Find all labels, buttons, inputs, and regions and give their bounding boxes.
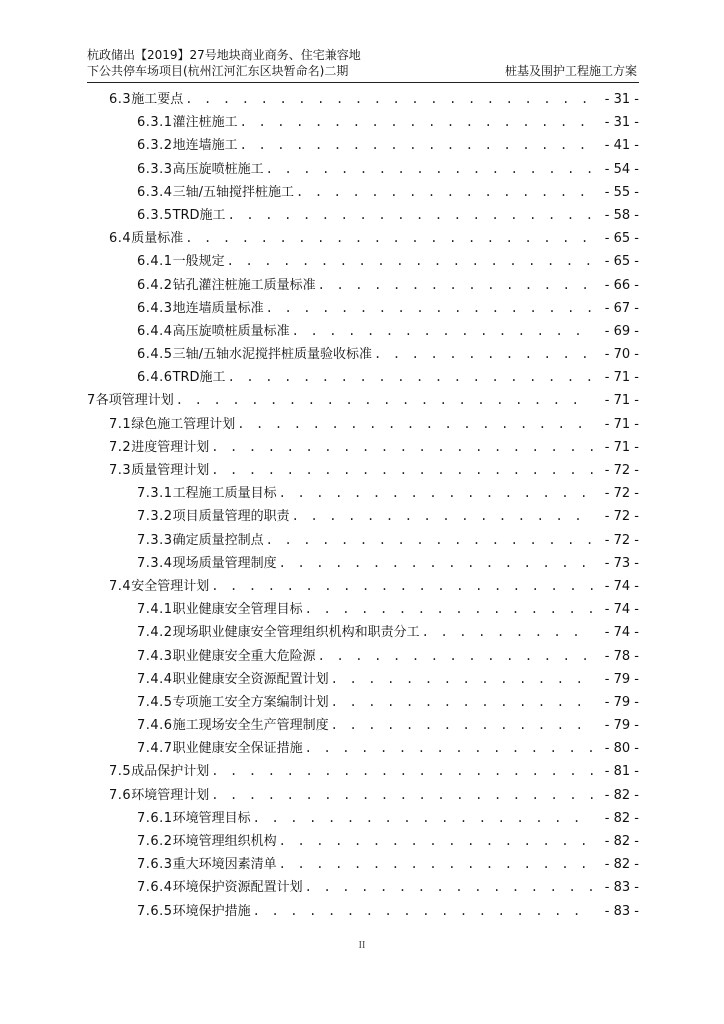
toc-entry[interactable] xyxy=(87,784,639,807)
toc-entry-title: 高压旋喷桩施工 xyxy=(172,161,264,177)
toc-dot-leader xyxy=(240,134,593,157)
toc-entry[interactable] xyxy=(87,645,639,668)
toc-entry-title: 现场职业健康安全管理组织机构和职责分工 xyxy=(172,625,420,641)
toc-entry-number: 7.3.1 xyxy=(137,486,173,502)
toc-entry-page: - 82 - xyxy=(604,834,639,849)
toc-entry-page: - 72 - xyxy=(604,532,639,548)
toc-entry[interactable] xyxy=(87,900,639,923)
page-number: II xyxy=(358,940,366,951)
toc-entry-title: 职业健康安全管理目标 xyxy=(172,602,303,618)
toc-entry[interactable] xyxy=(87,505,639,528)
project-title-line2: 下公共停车场项目(杭州江河汇东区块暂命名)二期 xyxy=(87,64,349,78)
toc-entry-title: 三轴/五轴水泥搅拌桩质量验收标准 xyxy=(172,347,372,363)
toc-entry-page: - 83 - xyxy=(604,903,639,919)
toc-entry-number: 7.3.4 xyxy=(137,555,173,571)
toc-entry[interactable] xyxy=(87,389,639,412)
toc-entry-number: 6.3 xyxy=(109,92,132,107)
toc-entry-title: 现场质量管理制度 xyxy=(172,555,277,571)
toc-entry-number: 6.4.6 xyxy=(137,370,173,386)
toc-entry-title: 施工要点 xyxy=(131,92,184,107)
toc-entry-number: 7.5 xyxy=(109,764,132,780)
toc-dot-leader xyxy=(185,227,593,250)
toc-dot-leader xyxy=(331,691,593,714)
toc-entry[interactable] xyxy=(87,575,639,598)
toc-entry[interactable] xyxy=(87,413,639,436)
toc-entry-title: 一般规定 xyxy=(172,254,225,270)
toc-entry[interactable] xyxy=(87,134,639,157)
toc-entry[interactable] xyxy=(87,204,639,227)
toc-entry-number: 7.3 xyxy=(109,463,132,478)
toc-dot-leader xyxy=(305,876,593,899)
toc-entry[interactable] xyxy=(87,737,639,760)
toc-entry-title: 项目质量管理的职责 xyxy=(172,509,290,525)
toc-entry-page: - 80 - xyxy=(604,741,639,757)
toc-entry[interactable] xyxy=(87,436,639,459)
toc-entry-number: 6.3.5 xyxy=(137,207,173,223)
toc-entry-page: - 81 - xyxy=(604,764,639,780)
toc-entry-page: - 79 - xyxy=(604,671,639,687)
toc-entry[interactable] xyxy=(87,343,639,366)
toc-entry-number: 7.4.3 xyxy=(137,648,173,664)
toc-dot-leader xyxy=(279,830,593,853)
toc-entry[interactable] xyxy=(87,598,639,621)
toc-entry-title: 工程施工质量目标 xyxy=(172,486,277,502)
toc-dot-leader xyxy=(228,204,593,227)
toc-dot-leader xyxy=(279,552,593,575)
toc-entry-title: 灌注桩施工 xyxy=(172,115,238,131)
toc-entry[interactable] xyxy=(87,529,639,552)
toc-entry-page: - 82 - xyxy=(604,857,639,873)
toc-entry-number: 7.6.4 xyxy=(137,880,173,896)
toc-entry-title: 成品保护计划 xyxy=(131,764,210,780)
toc-dot-leader xyxy=(292,320,593,343)
toc-entry-number: 6.3.2 xyxy=(137,138,173,154)
toc-entry-page: - 72 - xyxy=(604,486,639,502)
toc-entry-number: 6.4 xyxy=(109,231,132,247)
table-of-contents xyxy=(87,88,639,923)
toc-entry-number: 7.6.2 xyxy=(137,834,173,849)
toc-dot-leader xyxy=(227,250,593,273)
toc-entry[interactable] xyxy=(87,668,639,691)
toc-entry-page: - 67 - xyxy=(604,300,639,316)
toc-entry-page: - 31 - xyxy=(604,92,639,107)
page-header xyxy=(87,46,639,83)
toc-entry[interactable] xyxy=(87,876,639,899)
toc-entry-number: 7.6.1 xyxy=(137,810,173,826)
toc-entry[interactable] xyxy=(87,181,639,204)
toc-dot-leader xyxy=(279,853,593,876)
toc-entry-page: - 70 - xyxy=(604,347,639,363)
toc-entry[interactable] xyxy=(87,853,639,876)
toc-dot-leader xyxy=(253,900,593,923)
toc-entry-title: 地连墙施工 xyxy=(172,138,238,154)
toc-entry-page: - 31 - xyxy=(604,115,639,131)
toc-entry-number: 7.1 xyxy=(109,416,132,432)
toc-entry-title: 环境管理计划 xyxy=(131,787,210,803)
project-title-line1: 杭政储出【2019】27号地块商业商务、住宅兼容地 xyxy=(87,48,361,62)
toc-entry-page: - 58 - xyxy=(604,207,639,223)
toc-entry[interactable] xyxy=(87,482,639,505)
toc-dot-leader xyxy=(266,158,593,181)
toc-entry-title: 各项管理计划 xyxy=(95,393,174,409)
toc-entry-page: - 54 - xyxy=(604,161,639,177)
toc-entry-page: - 72 - xyxy=(604,463,639,478)
toc-entry[interactable] xyxy=(87,227,639,250)
toc-entry-page: - 82 - xyxy=(604,787,639,803)
toc-entry[interactable] xyxy=(87,459,639,482)
toc-entry-number: 7.4.1 xyxy=(137,602,173,618)
toc-entry-number: 6.3.4 xyxy=(137,184,173,200)
toc-entry-number: 6.4.4 xyxy=(137,323,173,339)
toc-dot-leader xyxy=(266,297,593,320)
toc-entry-page: - 69 - xyxy=(604,323,639,339)
toc-dot-leader xyxy=(211,760,593,783)
toc-entry-page: - 73 - xyxy=(604,555,639,571)
toc-entry-title: 环境管理目标 xyxy=(172,810,251,826)
toc-entry-number: 7.6.3 xyxy=(137,857,173,873)
toc-dot-leader xyxy=(374,343,593,366)
toc-dot-leader xyxy=(176,389,593,412)
toc-entry-title: 高压旋喷桩质量标准 xyxy=(172,323,290,339)
toc-entry[interactable] xyxy=(87,274,639,297)
toc-entry-page: - 71 - xyxy=(604,416,639,432)
toc-entry[interactable] xyxy=(87,88,639,111)
toc-dot-leader xyxy=(253,807,593,830)
toc-entry-title: TRD施工 xyxy=(172,207,226,223)
toc-entry-page: - 82 - xyxy=(604,810,639,826)
toc-dot-leader xyxy=(211,459,593,482)
toc-entry-page: - 79 - xyxy=(604,718,639,734)
toc-dot-leader xyxy=(266,529,593,552)
toc-entry[interactable] xyxy=(87,552,639,575)
toc-entry-number: 7.3.3 xyxy=(137,532,173,548)
toc-dot-leader xyxy=(185,88,593,111)
toc-entry-page: - 71 - xyxy=(604,439,639,455)
toc-dot-leader xyxy=(211,784,593,807)
toc-entry[interactable] xyxy=(87,807,639,830)
toc-entry-number: 6.4.1 xyxy=(137,254,173,270)
toc-entry-number: 7.4.7 xyxy=(137,741,173,757)
toc-entry[interactable] xyxy=(87,621,639,644)
toc-entry-page: - 55 - xyxy=(604,184,639,200)
toc-entry-number: 6.4.5 xyxy=(137,347,173,363)
toc-entry-number: 7.6.5 xyxy=(137,903,173,919)
toc-dot-leader xyxy=(240,111,593,134)
toc-entry-title: 安全管理计划 xyxy=(131,578,210,594)
toc-dot-leader xyxy=(331,668,593,691)
toc-entry-number: 7.4 xyxy=(109,578,132,594)
toc-entry-title: 三轴/五轴搅拌桩施工 xyxy=(172,184,294,200)
toc-dot-leader xyxy=(228,366,593,389)
toc-entry-number: 7.4.4 xyxy=(137,671,173,687)
toc-dot-leader xyxy=(211,575,593,598)
toc-entry-title: 专项施工安全方案编制计划 xyxy=(172,694,329,710)
toc-entry[interactable] xyxy=(87,760,639,783)
toc-entry-page: - 74 - xyxy=(604,625,639,641)
toc-entry-page: - 78 - xyxy=(604,648,639,664)
toc-entry-page: - 65 - xyxy=(604,231,639,247)
toc-entry-title: 重大环境因素清单 xyxy=(172,857,277,873)
toc-dot-leader xyxy=(318,274,593,297)
toc-entry-page: - 71 - xyxy=(604,370,639,386)
toc-entry[interactable] xyxy=(87,111,639,134)
toc-dot-leader xyxy=(211,436,593,459)
toc-entry-title: 进度管理计划 xyxy=(131,439,210,455)
document-title: 桩基及围护工程施工方案 xyxy=(504,64,637,78)
toc-entry-page: - 79 - xyxy=(604,694,639,710)
toc-entry-title: 钻孔灌注桩施工质量标准 xyxy=(172,277,316,293)
toc-entry[interactable] xyxy=(87,830,639,853)
toc-entry[interactable] xyxy=(87,320,639,343)
toc-entry-page: - 72 - xyxy=(604,509,639,525)
toc-entry-page: - 65 - xyxy=(604,254,639,270)
toc-dot-leader xyxy=(331,714,593,737)
toc-entry-title: 质量管理计划 xyxy=(131,463,210,478)
toc-entry-page: - 74 - xyxy=(604,578,639,594)
toc-entry-title: 绿色施工管理计划 xyxy=(131,416,236,432)
toc-entry-page: - 66 - xyxy=(604,277,639,293)
toc-entry-number: 7.4.2 xyxy=(137,625,173,641)
toc-dot-leader xyxy=(296,181,593,204)
toc-dot-leader xyxy=(237,413,593,436)
toc-entry-page: - 71 - xyxy=(604,393,639,409)
toc-entry-title: TRD施工 xyxy=(172,370,226,386)
toc-dot-leader xyxy=(318,645,593,668)
toc-entry[interactable] xyxy=(87,366,639,389)
toc-entry-title: 确定质量控制点 xyxy=(172,532,264,548)
toc-entry-title: 施工现场安全生产管理制度 xyxy=(172,718,329,734)
toc-entry-number: 7.4.6 xyxy=(137,718,173,734)
toc-entry-number: 7.6 xyxy=(109,787,132,803)
toc-entry[interactable] xyxy=(87,691,639,714)
toc-entry-number: 6.3.3 xyxy=(137,161,173,177)
toc-entry[interactable] xyxy=(87,297,639,320)
toc-entry-title: 地连墙质量标准 xyxy=(172,300,264,316)
toc-entry-number: 7 xyxy=(87,393,96,409)
toc-dot-leader xyxy=(292,505,593,528)
toc-entry-title: 职业健康安全资源配置计划 xyxy=(172,671,329,687)
toc-entry-title: 环境保护资源配置计划 xyxy=(172,880,303,896)
toc-entry-title: 环境管理组织机构 xyxy=(172,834,277,849)
toc-entry-number: 7.2 xyxy=(109,439,132,455)
toc-dot-leader xyxy=(305,737,593,760)
toc-entry-title: 职业健康安全重大危险源 xyxy=(172,648,316,664)
toc-entry[interactable] xyxy=(87,714,639,737)
toc-entry-number: 6.4.2 xyxy=(137,277,173,293)
toc-entry-page: - 74 - xyxy=(604,602,639,618)
toc-entry-page: - 41 - xyxy=(604,138,639,154)
toc-entry-title: 环境保护措施 xyxy=(172,903,251,919)
toc-entry-number: 6.4.3 xyxy=(137,300,173,316)
toc-entry-title: 质量标准 xyxy=(131,231,184,247)
toc-entry-number: 7.4.5 xyxy=(137,694,173,710)
toc-entry[interactable] xyxy=(87,158,639,181)
toc-dot-leader xyxy=(422,621,593,644)
toc-dot-leader xyxy=(305,598,593,621)
toc-entry-number: 7.3.2 xyxy=(137,509,173,525)
toc-dot-leader xyxy=(279,482,593,505)
toc-entry[interactable] xyxy=(87,250,639,273)
toc-entry-page: - 83 - xyxy=(604,880,639,896)
toc-entry-title: 职业健康安全保证措施 xyxy=(172,741,303,757)
toc-entry-number: 6.3.1 xyxy=(137,115,173,131)
